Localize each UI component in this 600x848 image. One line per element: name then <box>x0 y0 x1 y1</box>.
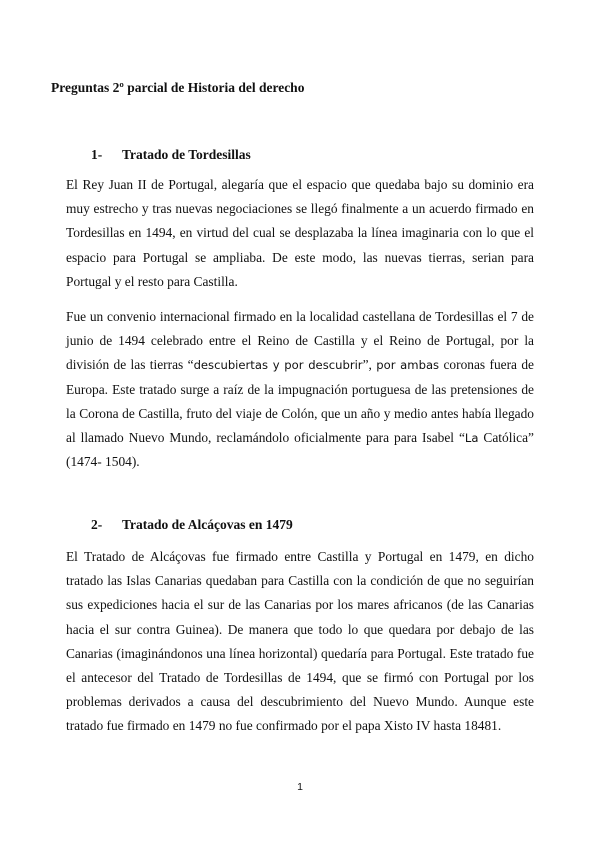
section-1-title: Tratado de Tordesillas <box>122 147 251 162</box>
section-1-paragraph-2 <box>66 305 534 474</box>
page-number: 1 <box>297 781 303 793</box>
section-2-number: 2- <box>91 517 103 532</box>
section-1-paragraph-1: El Rey Juan II de Portugal, alegaría que el espacio que quedaba bajo su dominio era muy estrecho y tras nuevas negociaciones se llegó finalmente a un acuerdo firmado en Tordesillas en 1494, en virtud del cual se desplazaba la línea imaginaria con lo que el espacio para Portugal se ampliaba. De este modo, las nuevas tierras, serian para Portugal y el resto para Castilla. <box>66 177 534 289</box>
paragraph-text: ”, <box>362 357 377 373</box>
quoted-phrase: descubiertas y por descubrir <box>193 358 363 373</box>
paragraph-text: coronas fuera de Europa. Este tratado surge a raíz de la impugnación portuguesa de las pretensiones de la Corona de Castilla, fruto del viaje de Colón, que un año y medio antes había llegado al llamado Nuevo Mundo, reclamándolo oficialmente para para Isabel “ <box>66 357 534 446</box>
sans-phrase: La <box>464 431 479 446</box>
section-2-title: Tratado de Alcáçovas en 1479 <box>122 517 293 532</box>
paragraph-text: Fue un convenio internacional firmado en la localidad castellana de Tordesillas el 7 de junio de 1494 celebrado entre el Reino de Castilla y el Reino de Portugal, por la división de las tierras “ <box>66 309 534 373</box>
document-title: Preguntas 2º parcial de Historia del derecho <box>51 80 305 95</box>
paragraph-text: Católica” (1474- 1504). <box>66 430 534 470</box>
section-1-number: 1- <box>91 147 103 162</box>
section-1-heading <box>91 147 251 163</box>
section-2-paragraph-1: El Tratado de Alcáçovas fue firmado entre Castilla y Portugal en 1479, en dicho tratado las Islas Canarias quedaban para Castilla con la condición de que no seguirían sus expediciones hacia el sur de las Canarias por los mares africanos (de las Canarias hacia el sur contra Guinea). De manera que todo lo que quedara por debajo de las Canarias (imaginándonos una línea horizontal) quedaría para Portugal. Este tratado fue el antecesor del Tratado de Tordesillas de 1494, que se firmó con Portugal por los problemas derivados a causa del descubrimiento del Nuevo Mundo. Aunque este tratado fue firmado en 1479 no fue confirmado por el papa Xisto IV hasta 18481. <box>66 549 534 734</box>
section-2-heading <box>91 517 293 533</box>
sans-phrase: por ambas <box>376 358 440 373</box>
